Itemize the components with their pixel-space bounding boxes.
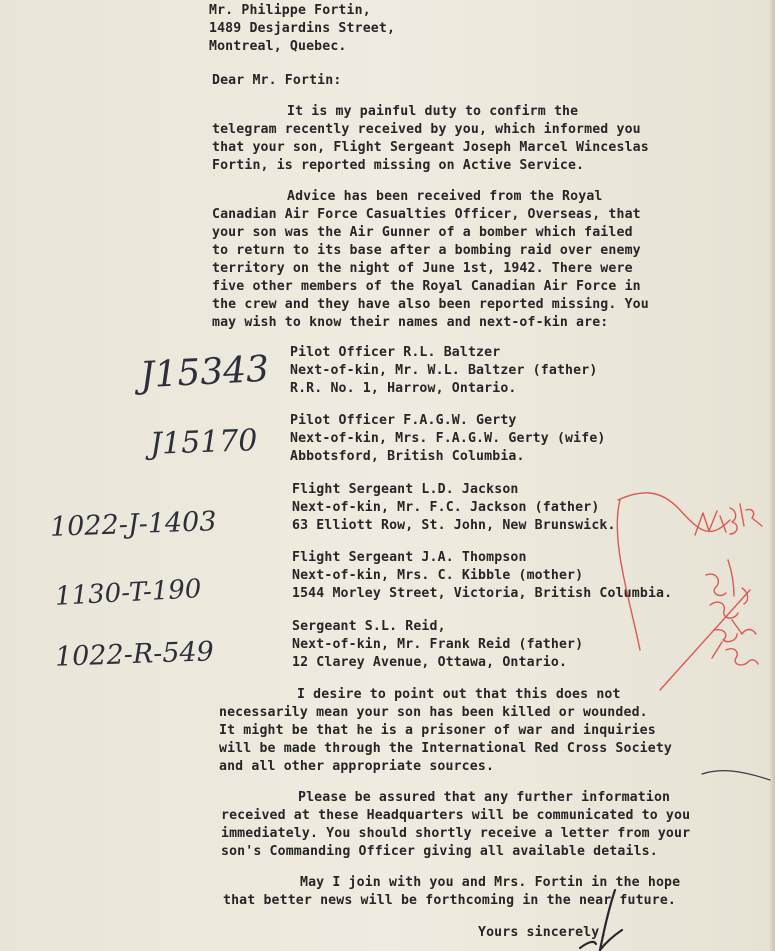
p1-line: that your son, Flight Sergeant Joseph Marcel Winceslas: [212, 140, 649, 155]
pencil-mark: [700, 760, 775, 790]
crew-address: R.R. No. 1, Harrow, Ontario.: [290, 381, 517, 396]
p5-line: that better news will be forthcoming in the near future.: [223, 893, 677, 908]
p1-line: Fortin, is reported missing on Active Service.: [212, 158, 585, 173]
p3-line: and all other appropriate sources.: [219, 759, 495, 774]
address-street: 1489 Desjardins Street,: [209, 21, 396, 36]
crew-next-of-kin: Next-of-kin, Mrs. F.A.G.W. Gerty (wife): [290, 431, 606, 446]
handwritten-service-number: J15170: [149, 423, 259, 462]
handwritten-service-number: J15343: [139, 348, 270, 397]
p1-line: telegram recently received by you, which informed you: [212, 122, 641, 137]
crew-address: 1544 Morley Street, Victoria, British Columbia.: [292, 586, 673, 601]
crew-next-of-kin: Next-of-kin, Mr. F.C. Jackson (father): [292, 500, 600, 515]
p2-line: five other members of the Royal Canadian Air Force in: [212, 279, 641, 294]
crew-rank-name: Sergeant S.L. Reid,: [292, 619, 446, 634]
handwritten-service-number: 1130-T-190: [54, 574, 203, 612]
red-pencil-annotation: [600, 480, 775, 700]
address-name: Mr. Philippe Fortin,: [209, 3, 371, 18]
crew-address: 12 Clarey Avenue, Ottawa, Ontario.: [292, 655, 568, 670]
salutation: Dear Mr. Fortin:: [212, 73, 342, 88]
crew-rank-name: Flight Sergeant J.A. Thompson: [292, 550, 527, 565]
p2-line: Canadian Air Force Casualties Officer, Overseas, that: [212, 207, 641, 222]
p4-line: immediately. You should shortly receive a letter from your: [221, 826, 691, 841]
p1-line: It is my painful duty to confirm the: [287, 104, 579, 119]
crew-next-of-kin: Next-of-kin, Mrs. C. Kibble (mother): [292, 568, 584, 583]
p3-line: will be made through the International Red Cross Society: [219, 741, 673, 756]
p2-line: to return to its base after a bombing raid over enemy: [212, 243, 641, 258]
crew-address: 63 Elliott Row, St. John, New Brunswick.: [292, 518, 616, 533]
p3-line: I desire to point out that this does not: [297, 687, 621, 702]
paper-edge-shadow: [769, 0, 775, 951]
p4-line: received at these Headquarters will be communicated to you: [221, 808, 691, 823]
crew-rank-name: Pilot Officer R.L. Baltzer: [290, 345, 501, 360]
p3-line: It might be that he is a prisoner of war and inquiries: [219, 723, 656, 738]
closing: Yours sincerely,: [478, 925, 608, 940]
handwritten-service-number: 1022-R-549: [54, 636, 215, 673]
p2-line: Advice has been received from the Royal: [287, 189, 603, 204]
p4-line: son's Commanding Officer giving all available details.: [221, 844, 658, 859]
p2-line: territory on the night of June 1st, 1942. There were: [212, 261, 633, 276]
handwritten-service-number: 1022-J-1403: [49, 506, 217, 543]
crew-rank-name: Pilot Officer F.A.G.W. Gerty: [290, 413, 517, 428]
signature-stroke: [560, 880, 650, 951]
p2-line: your son was the Air Gunner of a bomber which failed: [212, 225, 633, 240]
p3-line: necessarily mean your son has been killed or wounded.: [219, 705, 648, 720]
crew-address: Abbotsford, British Columbia.: [290, 449, 525, 464]
p2-line: may wish to know their names and next-of-kin are:: [212, 315, 609, 330]
crew-next-of-kin: Next-of-kin, Mr. W.L. Baltzer (father): [290, 363, 598, 378]
address-city: Montreal, Quebec.: [209, 39, 347, 54]
crew-rank-name: Flight Sergeant L.D. Jackson: [292, 482, 519, 497]
p2-line: the crew and they have also been reported missing. You: [212, 297, 649, 312]
crew-next-of-kin: Next-of-kin, Mr. Frank Reid (father): [292, 637, 584, 652]
p5-line: May I join with you and Mrs. Fortin in the hope: [300, 875, 681, 890]
p4-line: Please be assured that any further information: [298, 790, 671, 805]
